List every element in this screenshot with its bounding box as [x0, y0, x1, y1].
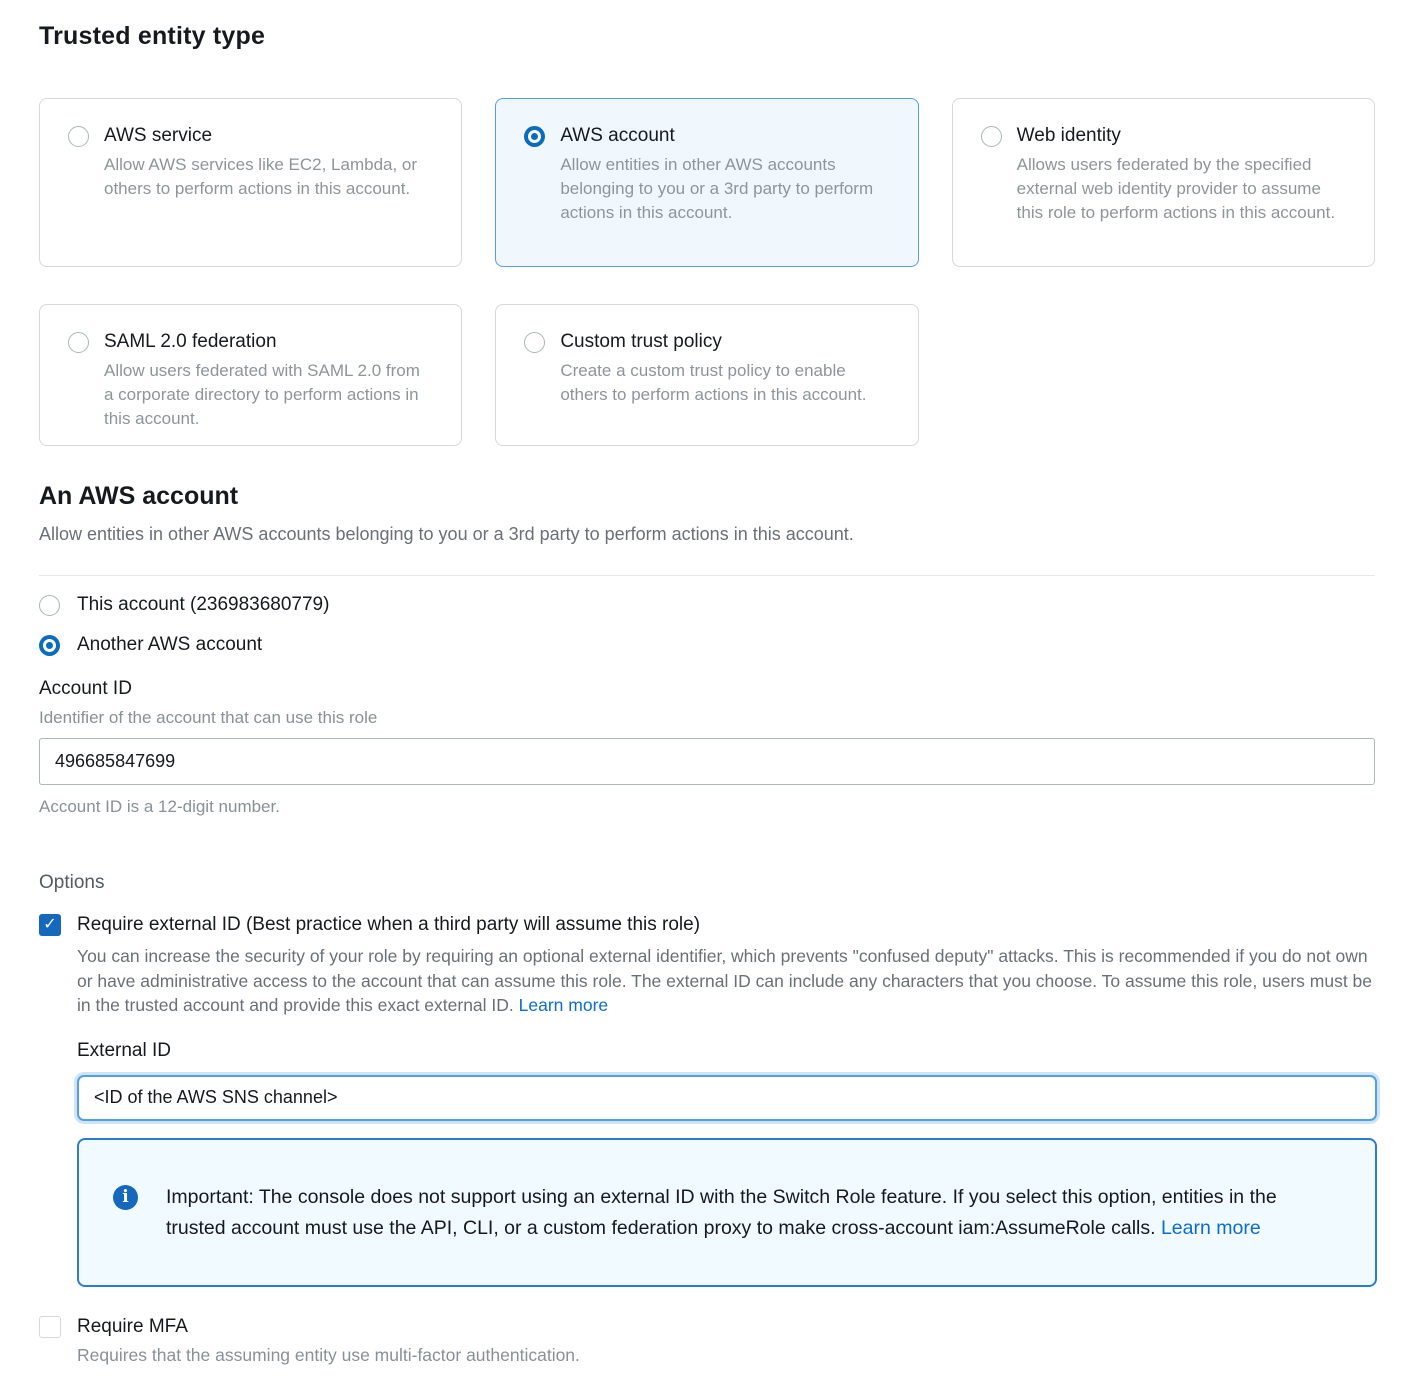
require-external-id-label: Require external ID (Best practice when a third party will assume this role): [77, 914, 701, 935]
card-title: AWS service: [104, 125, 213, 146]
custom-trust-policy-radio[interactable]: [524, 332, 545, 353]
alert-message: Important: The console does not support using an external ID with the Switch Role feature. If you select this option, entities in the trusted account must use the API, CLI, or a custom federation proxy to make cross-account iam:AssumeRole calls.: [166, 1185, 1277, 1239]
require-mfa-label: Require MFA: [77, 1315, 188, 1337]
trusted-entity-cards: [39, 98, 1375, 446]
this-account-label: This account (236983680779): [77, 594, 330, 615]
saml-federation-radio[interactable]: [68, 332, 89, 353]
card-head: [524, 125, 889, 147]
require-external-id-option[interactable]: [39, 914, 1375, 936]
card-head: [68, 331, 433, 353]
account-id-input[interactable]: [39, 738, 1375, 785]
card-head: [68, 125, 433, 147]
card-title: Web identity: [1016, 125, 1121, 146]
card-web-identity[interactable]: [952, 98, 1375, 267]
require-mfa-description: Requires that the assuming entity use multi-factor authentication.: [77, 1344, 580, 1365]
card-description: Allow AWS services like EC2, Lambda, or others to perform actions in this account.: [104, 155, 418, 198]
aws-account-radio[interactable]: [524, 126, 545, 147]
another-account-radio[interactable]: [39, 635, 60, 656]
account-id-constraint: Account ID is a 12-digit number.: [39, 797, 280, 816]
card-title: AWS account: [560, 125, 675, 146]
require-external-id-checkbox[interactable]: ✓: [39, 914, 61, 936]
card-aws-account[interactable]: [495, 98, 918, 267]
section-title: An AWS account: [39, 482, 239, 510]
section-divider: [39, 575, 1375, 576]
this-account-radio[interactable]: [39, 595, 60, 616]
card-head: [981, 125, 1346, 147]
card-saml-federation[interactable]: [39, 304, 462, 446]
account-id-label: Account ID: [39, 678, 132, 699]
card-custom-trust-policy[interactable]: [495, 304, 918, 446]
card-head: [524, 331, 889, 353]
account-id-help: Identifier of the account that can use this role: [39, 708, 378, 727]
require-mfa-checkbox[interactable]: [39, 1316, 61, 1338]
alert-learn-more-link[interactable]: Learn more: [1160, 1217, 1261, 1239]
require-external-id-description-text: You can increase the security of your role by requiring an optional external identifier, which prevents "confused deputy" attacks. This is recommended if you do not own or have administrative access to the account that can assume this role. The external ID can include any characters that you choose. To assume this role, users must be in the trusted account and provide this exact external ID.: [77, 946, 1373, 1015]
card-description: Allow entities in other AWS accounts belonging to you or a 3rd party to perform actions in this account.: [560, 155, 874, 222]
external-id-learn-more-link[interactable]: Learn more: [518, 995, 609, 1015]
card-description: Allow users federated with SAML 2.0 from a corporate directory to perform actions in this account.: [104, 361, 420, 428]
aws-service-radio[interactable]: [68, 126, 89, 147]
card-aws-service[interactable]: [39, 98, 462, 267]
another-account-option[interactable]: [39, 634, 1375, 656]
card-description: Allows users federated by the specified external web identity provider to assume this role to perform actions in this account.: [1016, 155, 1336, 222]
external-id-label: External ID: [77, 1039, 171, 1061]
require-mfa-option[interactable]: [39, 1316, 1375, 1338]
section-description: Allow entities in other AWS accounts belonging to you or a 3rd party to perform actions in this account.: [39, 524, 854, 544]
require-external-id-description: [77, 944, 1375, 1018]
external-id-info-alert: [77, 1138, 1377, 1287]
options-heading: Options: [39, 872, 105, 893]
info-icon: i: [113, 1185, 138, 1210]
this-account-option[interactable]: [39, 594, 1375, 616]
external-id-input[interactable]: [77, 1075, 1377, 1121]
card-title: Custom trust policy: [560, 331, 722, 352]
alert-text: [166, 1182, 1335, 1245]
page-title: Trusted entity type: [39, 22, 266, 50]
web-identity-radio[interactable]: [981, 126, 1002, 147]
another-account-label: Another AWS account: [77, 634, 263, 655]
card-description: Create a custom trust policy to enable others to perform actions in this account.: [560, 361, 867, 404]
card-title: SAML 2.0 federation: [104, 331, 277, 352]
